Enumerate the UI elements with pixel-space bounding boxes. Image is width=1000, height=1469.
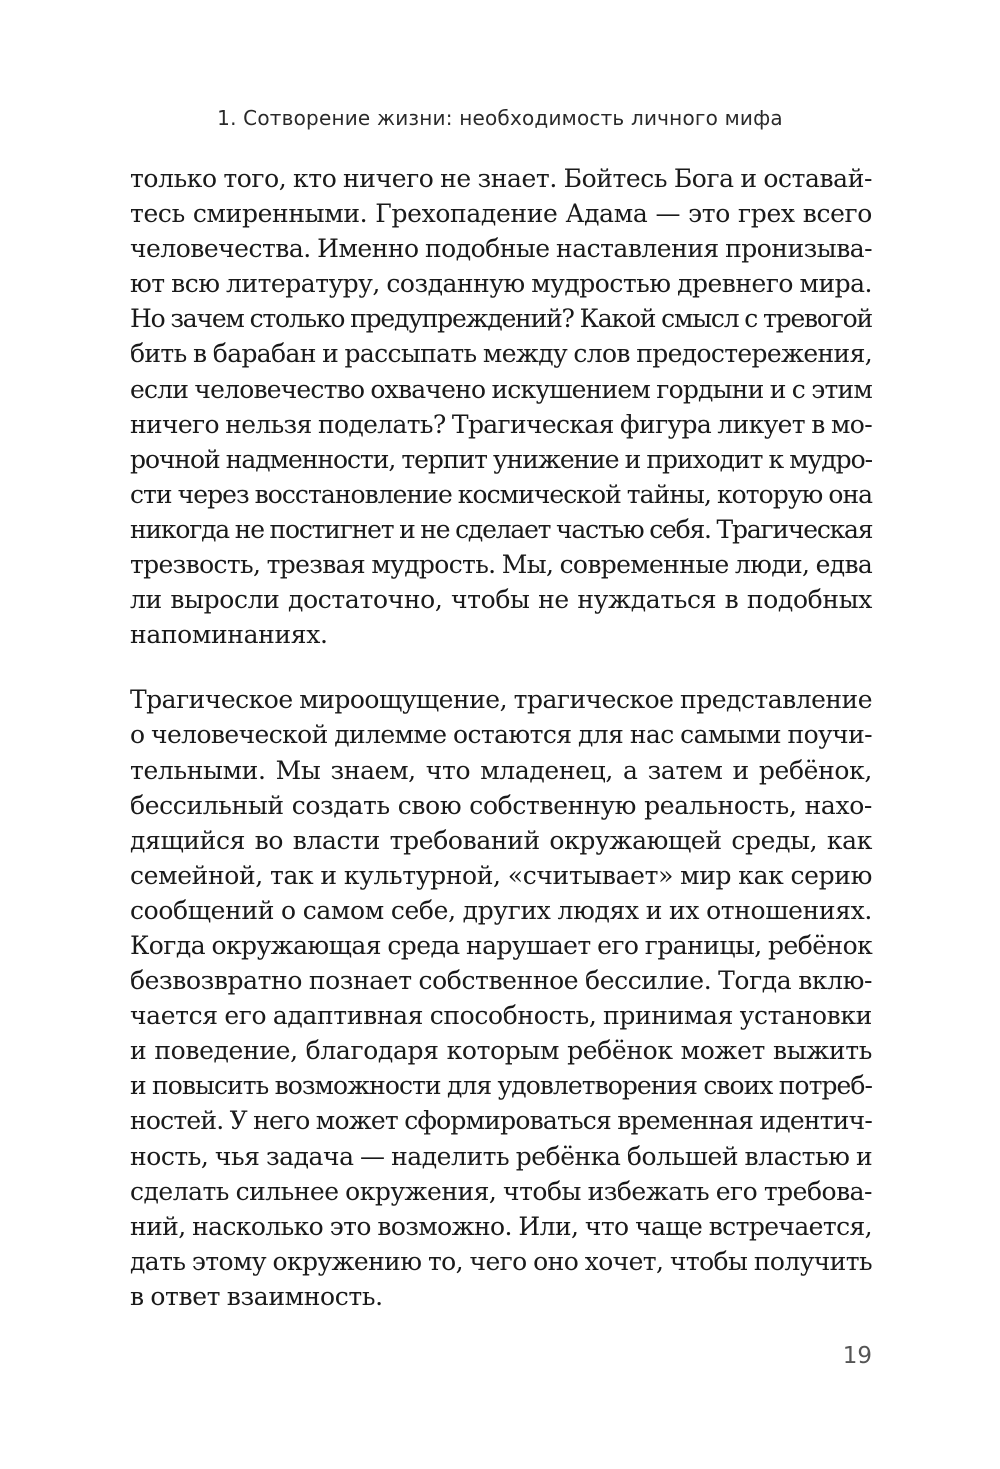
text-line: дящийся во власти требований окружающей среды, как <box>130 825 872 855</box>
text-line: тесь смиренными. Грехопадение Адама — это грех всего <box>130 199 872 229</box>
text-line: трезвость, трезвая мудрость. Мы, современные люди, едва <box>130 550 873 580</box>
text-line: безвозвратно познает собственное бессилие. Тогда вклю- <box>130 966 872 996</box>
text-line: Но зачем столько предупреждений? Какой смысл с тревогой <box>130 304 872 334</box>
text-line: Когда окружающая среда нарушает его границы, ребёнок <box>130 930 873 960</box>
text-line: сти через восстановление космической тайны, которую она <box>130 479 873 509</box>
text-line: бессильный создать свою собственную реальность, нахо- <box>130 790 872 820</box>
text-line: бить в барабан и рассыпать между слов предостережения, <box>130 339 872 369</box>
text-line: семейной, так и культурной, «считывает» мир как серию <box>130 860 872 890</box>
text-line: только того, кто ничего не знает. Бойтесь Бога и оставай- <box>130 164 872 193</box>
text-line: если человечество охвачено искушением гордыни и с этим <box>130 374 872 404</box>
text-line: и повысить возможности для удовлетворения своих потреб- <box>130 1071 872 1101</box>
text-line: ний, насколько это возможно. Или, что чаще встречается, <box>130 1211 872 1241</box>
page-number: 19 <box>842 1343 872 1369</box>
text-line: сообщений о самом себе, других людях и их отношениях. <box>130 895 872 925</box>
text-line: тельными. Мы знаем, что младенец, а затем и ребёнок, <box>130 755 872 785</box>
text-line: и поведение, благодаря которым ребёнок может выжить <box>130 1036 872 1066</box>
text-line: дать этому окружению то, чего оно хочет, чтобы получить <box>130 1246 872 1276</box>
text-line: ют всю литературу, созданную мудростью древнего мира. <box>130 269 872 299</box>
paragraph-2 <box>130 682 872 1314</box>
text-line: Трагическое мироощущение, трагическое представление <box>130 685 872 715</box>
text-line: никогда не постигнет и не сделает частью себя. Трагическая <box>130 514 873 544</box>
text-line: рочной надменности, терпит унижение и приходит к мудро- <box>130 444 872 474</box>
text-line: о человеческой дилемме остаются для нас самыми поучи- <box>130 720 872 750</box>
running-head: 1. Сотворение жизни: необходимость личного мифа <box>217 106 783 130</box>
text-line: сделать сильнее окружения, чтобы избежать его требова- <box>130 1176 872 1206</box>
text-line: человечества. Именно подобные наставления пронизыва- <box>130 234 873 264</box>
text-line: ностей. У него может сформироваться временная идентич- <box>130 1106 872 1136</box>
body-text <box>130 161 872 1314</box>
text-line: в ответ взаимность. <box>130 1281 383 1311</box>
text-line: ли выросли достаточно, чтобы не нуждаться в подобных <box>130 585 872 615</box>
text-line: ничего нельзя поделать? Трагическая фигура ликует в мо- <box>130 409 873 439</box>
text-line: ность, чья задача — наделить ребёнка большей властью и <box>130 1141 873 1171</box>
text-line: напоминаниях. <box>130 620 328 650</box>
paragraph-1 <box>130 161 872 652</box>
text-line: чается его адаптивная способность, принимая установки <box>130 1001 872 1031</box>
